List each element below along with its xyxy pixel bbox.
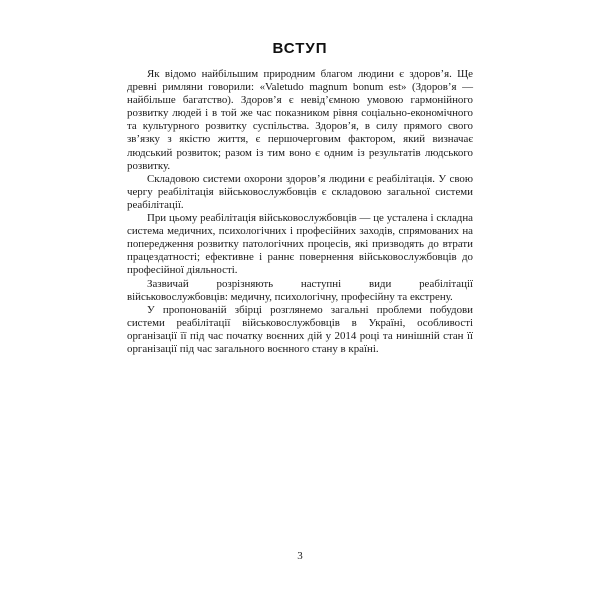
paragraph-types: Зазвичай розрізняють наступні види реабілітації військовослужбовців: медичну, психологічну, професійну та екстрену. xyxy=(127,277,473,303)
page-title: ВСТУП xyxy=(272,40,328,57)
paragraph-rehabilitation: Складовою системи охорони здоров’я людини є реабілітація. У свою чергу реабілітація військовослужбовців є складовою загальної системи реабілітації. xyxy=(127,172,473,211)
page-number: 3 xyxy=(297,550,303,562)
paragraph-scope: У пропонованій збірці розглянемо загальні проблеми побудови системи реабілітації військовослужбовців в Україні, особливості організації її під час початку воєнних дій у 2014 році та нинішній стан її організації під час загального воєнного стану в країні. xyxy=(127,303,473,355)
document-body xyxy=(127,68,473,356)
paragraph-definition: При цьому реабілітація військовослужбовців — це усталена і складна система медичних, психологічних і професійних заходів, спрямованих на попередження розвитку патологічних процесів, які призводять до втрати працездатності; ефективне і раннє повернення військовослужбовців до професійної діяльності. xyxy=(127,212,473,277)
paragraph-intro: Як відомо найбільшим природним благом людини є здоров’я. Ще древні римляни говорили: «Valetudo magnum bonum est» (Здоров’я — найбільше багатство). Здоров’я є невід’ємною умовою гармонійного розвитку людей і в той же час показником рівня соціально-економічного та культурного розвитку суспільства. Здоров’я, в силу прямого свого зв’язку з якістю життя, є першочерговим фактором, який визначає людський розвиток; разом із тим воно є одним із результатів людського розвитку. xyxy=(127,68,473,172)
